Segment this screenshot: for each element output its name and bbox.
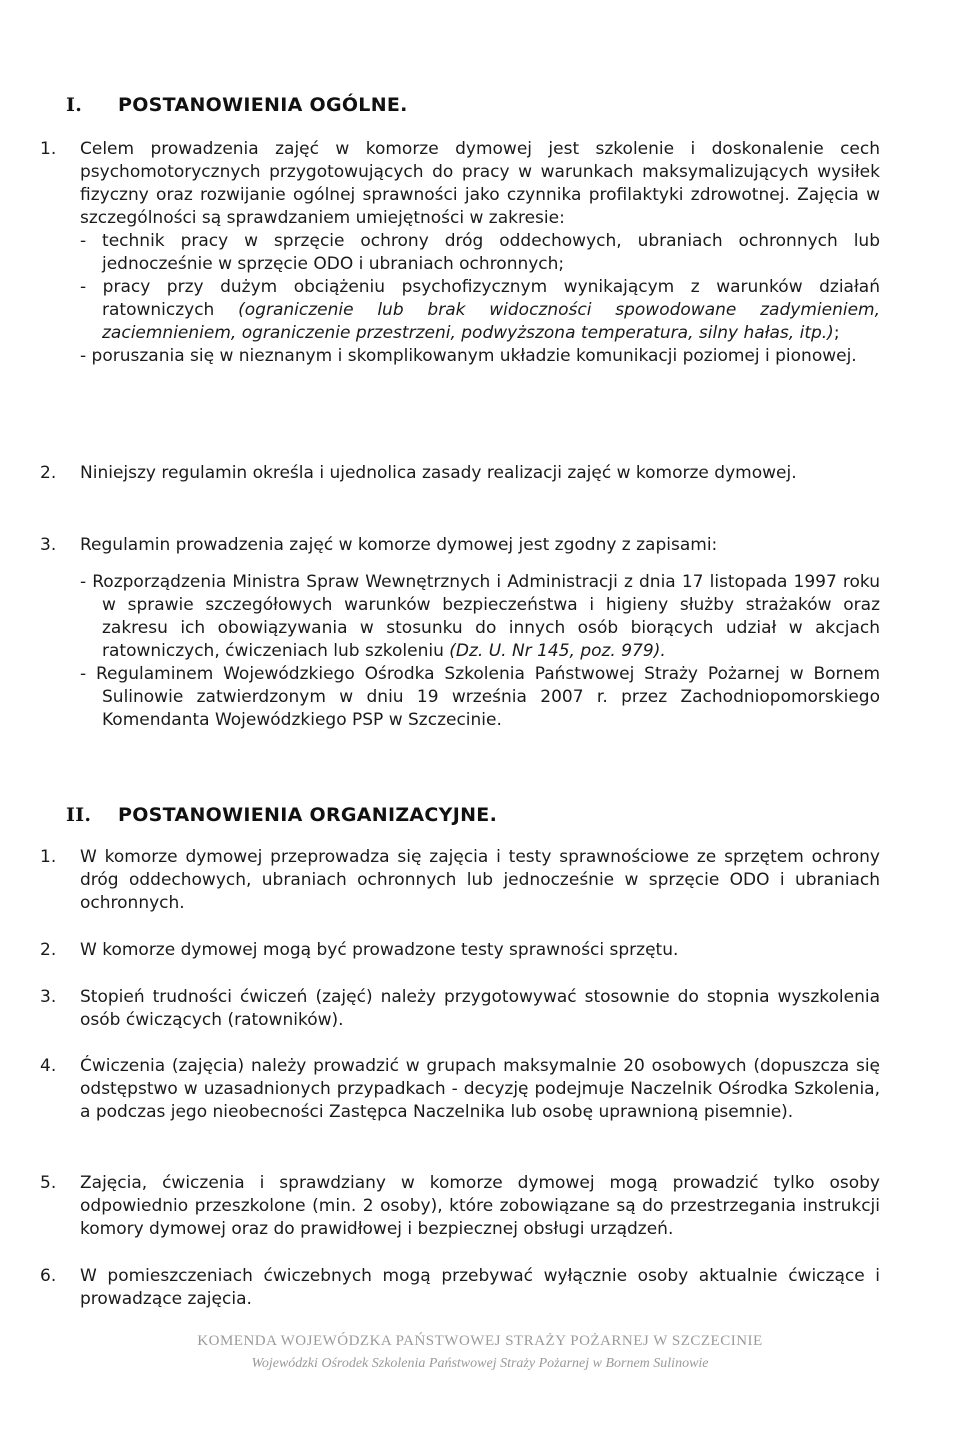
- footer-subtitle: Wojewódzki Ośrodek Szkolenia Państwowej Straży Pożarnej w Bornem Sulinowie: [251, 1356, 709, 1371]
- item-number: 4.: [40, 1056, 57, 1076]
- sub-item: - Regulaminem Wojewódzkiego Ośrodka Szkolenia Państwowej Straży Pożarnej w Bornem Sulinowie zatwierdzonym w dniu 19 września 2007 r. przez Zachodniopomorskiego Komendanta Wojewódzkiego PSP w Szczecinie.: [80, 664, 880, 730]
- list-item: [40, 138, 880, 368]
- item-number: 5.: [40, 1173, 57, 1193]
- section-title: POSTANOWIENIA ORGANIZACYJNE.: [118, 804, 498, 826]
- item-text: Stopień trudności ćwiczeń (zajęć) należy przygotowywać stosownie do stopnia wyszkolenia osób ćwiczących (ratowników).: [80, 987, 880, 1030]
- item-text: Ćwiczenia (zajęcia) należy prowadzić w grupach maksymalnie 20 osobowych (dopuszcza się odstępstwo w uzasadnionych przypadkach - decyzję podejmuje Naczelnik Ośrodka Szkolenia, a podczas jego nieobecności Zastępca Naczelnika lub osobę uprawnioną pisemnie).: [80, 1056, 880, 1122]
- item-text: Celem prowadzenia zajęć w komorze dymowej jest szkolenie i doskonalenie cech psychomotorycznych przygotowujących do pracy w warunkach maksymalizujących wysiłek fizyczny oraz rozwijanie ogólnej sprawności jako czynnika profilaktyki zdrowotnej. Zajęcia w szczególności są sprawdzaniem umiejętności w zakresie:: [80, 139, 880, 228]
- sub-item: - pracy przy dużym obciążeniu psychofizycznym wynikającym z warunków działań ratowniczych (ograniczenie lub brak widoczności spowodowane zadymieniem, zaciemnieniem, ograniczenie przestrzeni, podwyższona temperatura, silny hałas, itp.);: [80, 277, 880, 343]
- list-item: [40, 1265, 880, 1311]
- list-item: [40, 462, 880, 485]
- item-number: 3.: [40, 987, 57, 1007]
- list-item: [40, 534, 880, 732]
- list-item: [40, 846, 880, 915]
- item-text: W komorze dymowej przeprowadza się zajęcia i testy sprawnościowe ze sprzętem ochrony dróg oddechowych, ubraniach ochronnych lub jednocześnie w sprzęcie ODO i ubraniach ochronnych.: [80, 847, 880, 913]
- section-title: POSTANOWIENIA OGÓLNE.: [118, 94, 408, 116]
- section-number: I.: [66, 94, 83, 116]
- item-number: 1.: [40, 847, 57, 867]
- item-text: Niniejszy regulamin określa i ujednolica zasady realizacji zajęć w komorze dymowej.: [80, 463, 797, 483]
- item-number: 1.: [40, 139, 57, 159]
- item-text: W pomieszczeniach ćwiczebnych mogą przebywać wyłącznie osoby aktualnie ćwiczące i prowadzące zajęcia.: [80, 1266, 880, 1309]
- item-number: 6.: [40, 1266, 57, 1286]
- section-heading-organizational: [66, 804, 497, 826]
- list-item: [40, 1172, 880, 1241]
- footer-organization: KOMENDA WOJEWÓDZKA PAŃSTWOWEJ STRAŻY POŻARNEJ W SZCZECINIE: [197, 1333, 763, 1349]
- section-heading-general: [66, 94, 408, 116]
- item-text: Regulamin prowadzenia zajęć w komorze dymowej jest zgodny z zapisami:: [80, 535, 718, 555]
- item-text: W komorze dymowej mogą być prowadzone testy sprawności sprzętu.: [80, 940, 679, 960]
- list-item: [40, 1055, 880, 1124]
- sub-item: - Rozporządzenia Ministra Spraw Wewnętrznych i Administracji z dnia 17 listopada 1997 roku w sprawie szczegółowych warunków bezpieczeństwa i higieny służby strażaków oraz zakresu ich obowiązywania w stosunku do innych osób biorących udział w akcjach ratowniczych, ćwiczeniach lub szkoleniu (Dz. U. Nr 145, poz. 979).: [80, 572, 880, 661]
- sub-item: - poruszania się w nieznanym i skomplikowanym układzie komunikacji poziomej i pionowej.: [80, 346, 857, 366]
- list-item: [40, 986, 880, 1032]
- section-number: II.: [66, 804, 92, 826]
- item-text: Zajęcia, ćwiczenia i sprawdziany w komorze dymowej mogą prowadzić tylko osoby odpowiednio przeszkolone (min. 2 osoby), które zobowiązane są do przestrzegania instrukcji komory dymowej oraz do prawidłowej i bezpiecznej obsługi urządzeń.: [80, 1173, 880, 1239]
- item-number: 2.: [40, 463, 57, 483]
- list-item: [40, 939, 880, 962]
- sub-item: - technik pracy w sprzęcie ochrony dróg oddechowych, ubraniach ochronnych lub jednocześnie w sprzęcie ODO i ubraniach ochronnych;: [80, 231, 880, 274]
- item-number: 2.: [40, 940, 57, 960]
- item-number: 3.: [40, 535, 57, 555]
